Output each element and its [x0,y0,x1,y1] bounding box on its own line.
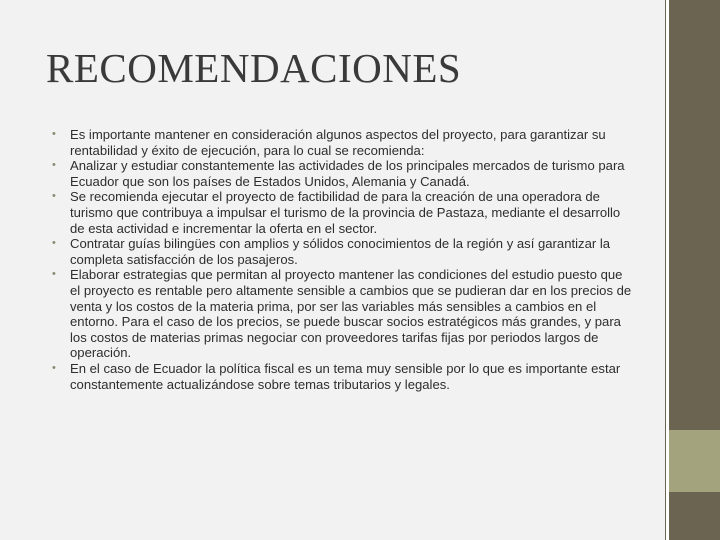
bullet-item [52,361,634,392]
bullet-text: Contratar guías bilingües con amplios y sólidos conocimientos de la región y así garantizar la completa satisfacción de los pasajeros. [70,236,611,267]
side-band-accent [669,430,720,492]
bullet-item [52,127,634,158]
bullet-text: Es importante mantener en consideración algunos aspectos del proyecto, para garantizar su rentabilidad y éxito de ejecución, para lo cual se recomienda: [70,127,606,158]
bullet-item [52,267,634,361]
bullet-dot-icon: • [52,268,56,281]
bullet-list [52,127,634,392]
bullet-item [52,236,634,267]
bullet-dot-icon: • [52,159,56,172]
bullet-item [52,158,634,189]
bullet-text: Elaborar estrategias que permitan al proyecto mantener las condiciones del estudio puesto que el proyecto es rentable pero altamente sensible a cambios que se pudieran dar en los precios de venta y los costos de la materia prima, por ser las variables más sensibles a cambios en el entorno. Para el caso de los precios, se puede buscar socios estratégicos más grandes, y para los costos de materias primas negociar con proveedores tarifas fijas por periodos largos de operación. [70,267,632,361]
bullet-text: En el caso de Ecuador la política fiscal es un tema muy sensible por lo que es importante estar constantemente actualizándose sobre temas tributarios y legales. [70,360,621,392]
bullet-dot-icon: • [52,361,56,374]
bullet-item [52,189,634,236]
slide-title: RECOMENDACIONES [46,45,462,91]
bullet-dot-icon: • [52,190,56,203]
bullet-text: Se recomienda ejecutar el proyecto de factibilidad de para la creación de una operadora de turismo que contribuya a impulsar el turismo de la provincia de Pastaza, mediante el desarrollo de esta actividad e incrementar la oferta en el sector. [70,189,621,236]
bullet-text: Analizar y estudiar constantemente las actividades de los principales mercados de turismo para Ecuador que son los países de Estados Unidos, Alemania y Canadá. [70,158,625,189]
bullet-dot-icon: • [52,237,56,250]
bullet-dot-icon: • [52,128,56,140]
